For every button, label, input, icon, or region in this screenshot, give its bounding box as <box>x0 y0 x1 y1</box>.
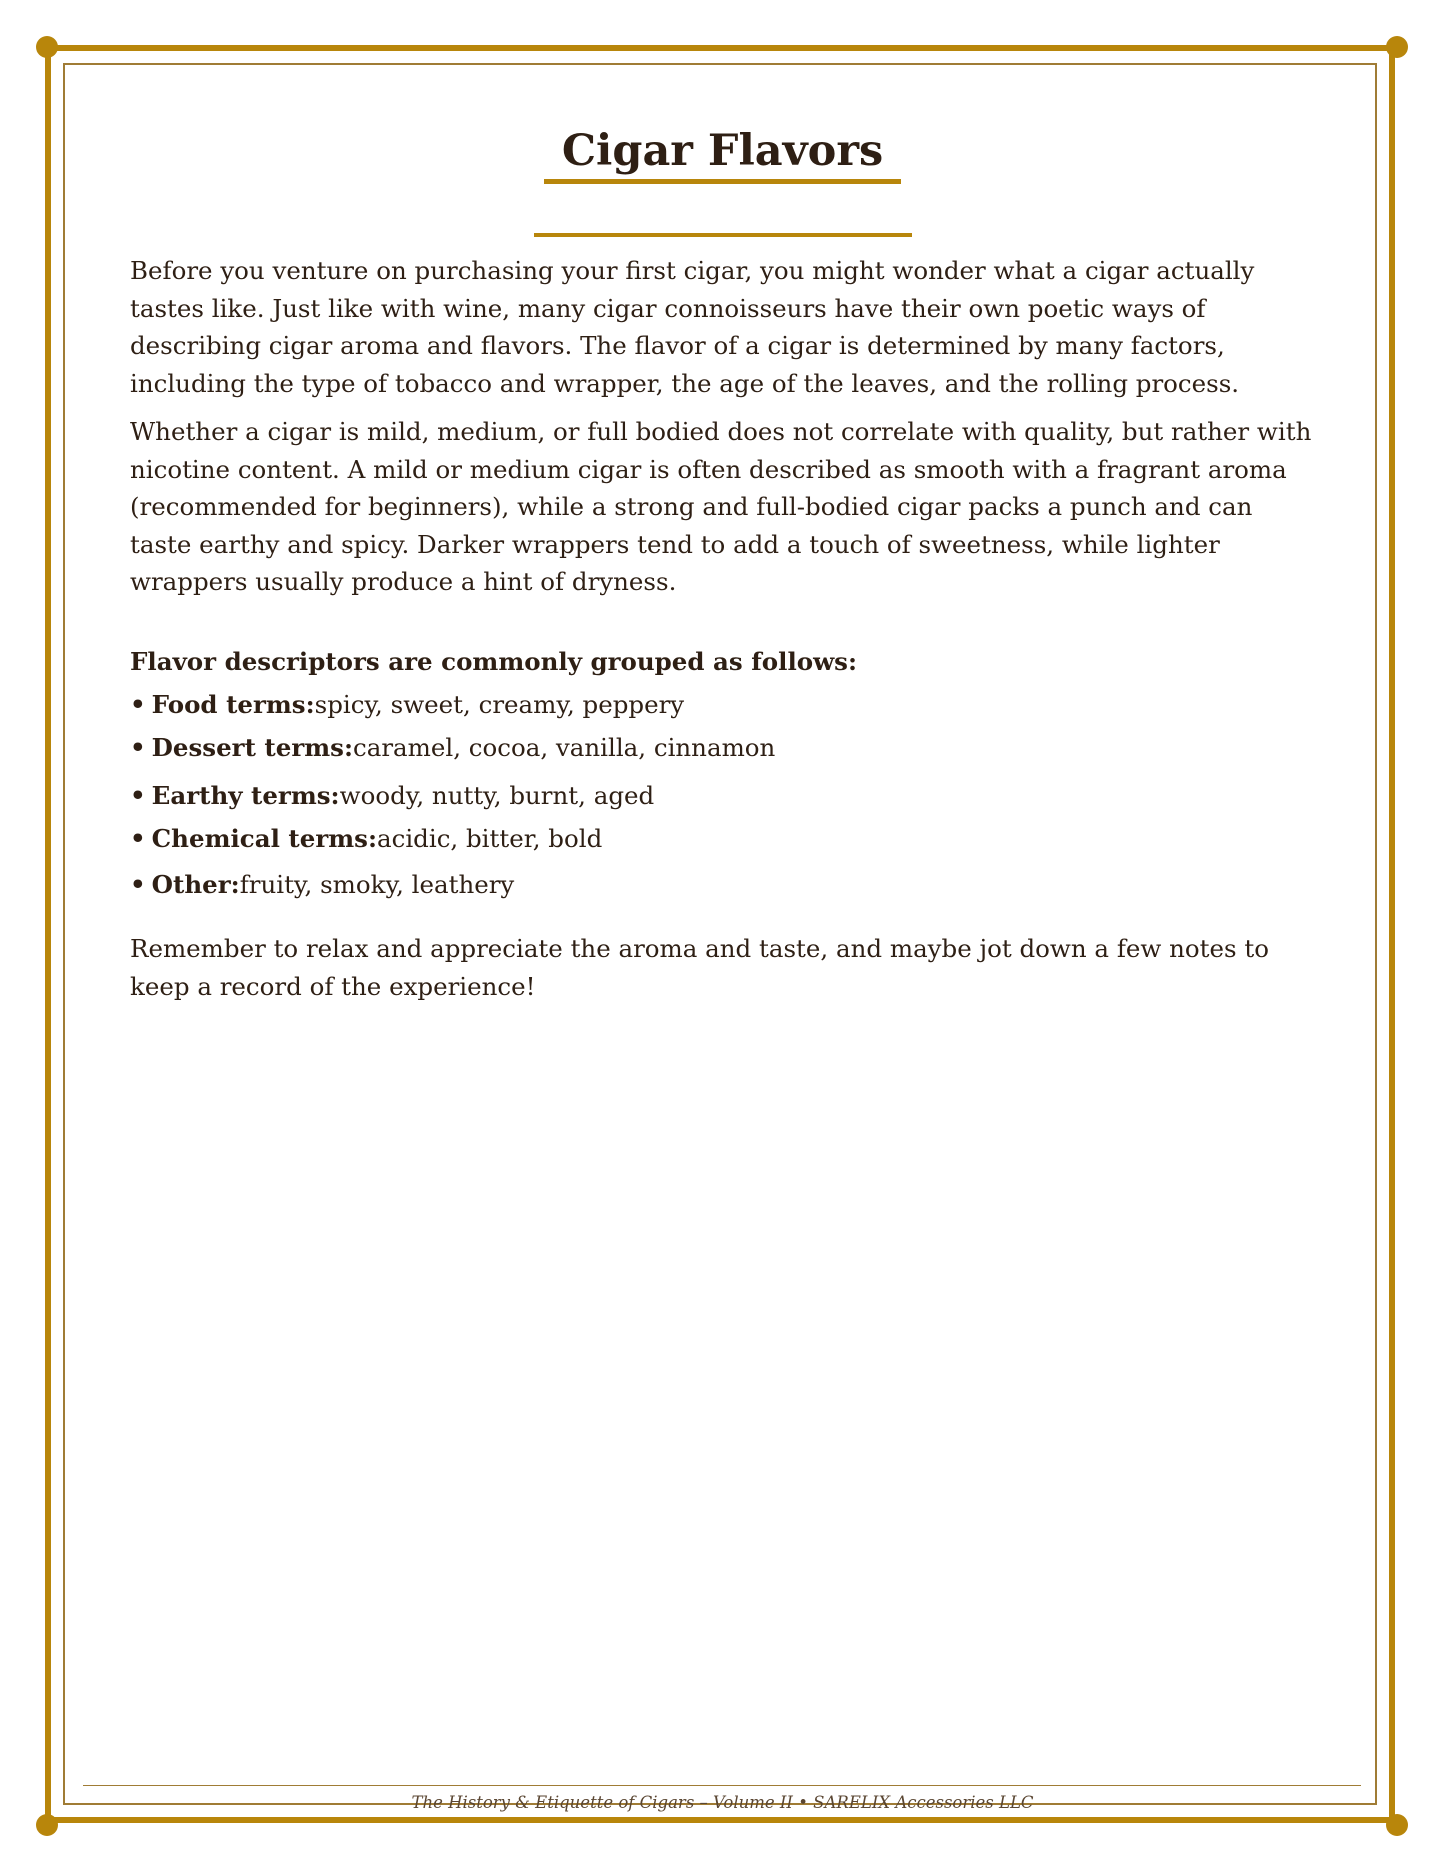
term-label: Dessert terms: <box>151 733 354 762</box>
page-title: Cigar Flavors <box>544 128 901 184</box>
term-values: acidic, bitter, bold <box>377 824 603 853</box>
body-paragraph: Whether a cigar is mild, medium, or full bodied does not correlate with quality, but rather with nicotine content. A mild or medium cigar is often described as smooth with a fragrant aroma (recommended for beginners), while a strong and full-bodied cigar packs a punch and can taste earthy and spicy. Darker wrappers tend to add a touch of sweetness, while lighter wrappers usually produce a hint of dryness. <box>130 417 1312 596</box>
main-content <box>130 252 1320 1016</box>
title-divider <box>534 233 912 237</box>
bullet-icon: • <box>130 733 146 762</box>
bullet-icon: • <box>130 781 146 810</box>
bullet-icon: • <box>130 690 146 719</box>
corner-ornament-bottom-right <box>1386 1814 1408 1836</box>
closing-paragraph: Remember to relax and appreciate the aroma and taste, and maybe jot down a few notes to keep a record of the experience! <box>130 934 1269 1001</box>
corner-ornament-top-right <box>1386 36 1408 58</box>
intro-paragraph: Before you venture on purchasing your first cigar, you might wonder what a cigar actually tastes like. Just like with wine, many cigar connoisseurs have their own poetic ways of describing cigar aroma and flavors. The flavor of a cigar is determined by many factors, including the type of tobacco and wrapper, the age of the leaves, and the rolling process. <box>130 256 1255 398</box>
corner-ornament-bottom-left <box>36 1814 58 1836</box>
flavor-groups-list <box>130 686 1320 904</box>
footer-divider <box>83 1785 1361 1786</box>
flavor-groups-heading: Flavor descriptors are commonly grouped as follows: <box>130 646 858 676</box>
corner-ornament-top-left <box>36 36 58 58</box>
term-label: Food terms: <box>151 690 315 719</box>
term-values: fruity, smoky, leathery <box>239 870 515 899</box>
list-item <box>130 686 1320 724</box>
term-label: Earthy terms: <box>151 781 340 810</box>
page-footer: The History & Etiquette of Cigars – Volume II • SARELIX Accessories LLC <box>411 1793 1034 1812</box>
term-values: spicy, sweet, creamy, peppery <box>314 690 685 719</box>
term-values: caramel, cocoa, vanilla, cinnamon <box>353 733 776 762</box>
list-item <box>130 729 1320 767</box>
bullet-icon: • <box>130 824 146 853</box>
term-label: Chemical terms: <box>151 824 378 853</box>
term-label: Other: <box>151 870 240 899</box>
term-values: woody, nutty, burnt, aged <box>339 781 655 810</box>
title-block <box>0 128 1445 184</box>
list-item <box>130 777 1320 815</box>
bullet-icon: • <box>130 870 146 899</box>
list-item <box>130 866 1320 904</box>
list-item <box>130 820 1320 858</box>
